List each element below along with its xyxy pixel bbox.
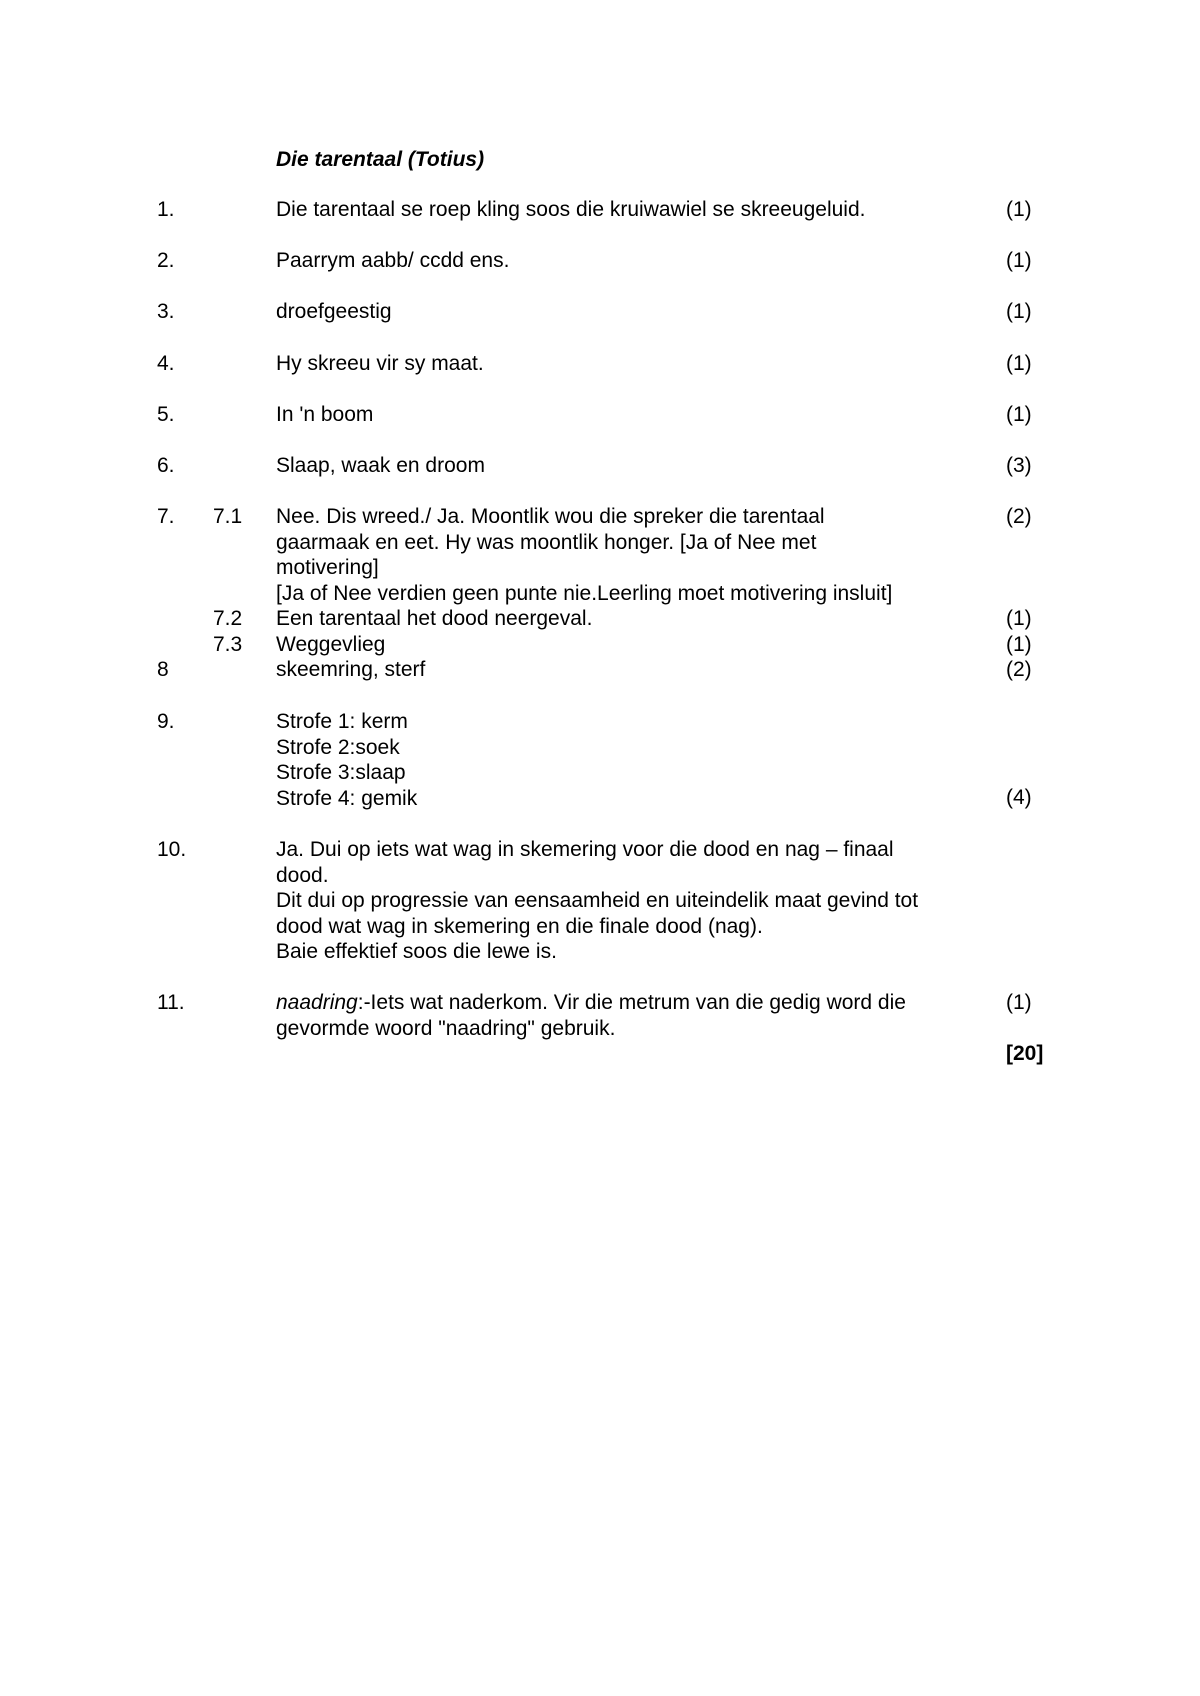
question-number: 5. [157, 403, 175, 426]
question-number: 3. [157, 300, 175, 323]
mark-allocation: (2) [1006, 658, 1032, 681]
total-marks: [20] [1006, 1042, 1044, 1065]
answer-line: motivering] [276, 556, 379, 579]
question-number: 1. [157, 198, 175, 221]
answer-text [276, 837, 966, 965]
answer-line: gevormde woord "naadring" gebruik. [276, 1016, 616, 1040]
answer-line [276, 990, 966, 1016]
mark-allocation: (1) [1006, 607, 1032, 630]
answer-line: Ja. Dui op iets wat wag in skemering voor die dood en nag – finaal [276, 838, 894, 861]
answer-text [276, 504, 966, 606]
mark-allocation: (1) [1006, 991, 1032, 1014]
italic-term: naadring [276, 991, 358, 1014]
mark-allocation: (1) [1006, 249, 1032, 272]
document-title: Die tarentaal (Totius) [276, 148, 485, 171]
answer-line: dood. [276, 863, 329, 887]
answer-line: droefgeestig [276, 300, 392, 323]
question-number: 6. [157, 454, 175, 477]
answer-line: gaarmaak en eet. Hy was moontlik honger. [Ja of Nee met [276, 530, 817, 554]
answer-text [276, 351, 966, 377]
question-number: 8 [157, 658, 169, 681]
answer-line: skeemring, sterf [276, 658, 426, 681]
answer-line: Strofe 4: gemik [276, 786, 418, 810]
answer-line: Baie effektief soos die lewe is. [276, 940, 557, 963]
answer-text [276, 299, 966, 325]
answer-text [276, 402, 966, 428]
answer-text [276, 197, 966, 223]
mark-allocation: (3) [1006, 454, 1032, 477]
answer-line: Die tarentaal se roep kling soos die kruiwawiel se skreeugeluid. [276, 198, 866, 221]
answer-text [276, 453, 966, 479]
answer-text [276, 632, 966, 658]
sub-question-number: 7.2 [213, 607, 243, 630]
question-number: 4. [157, 352, 175, 375]
answer-text [276, 709, 966, 811]
answer-line: Paarrym aabb/ ccdd ens. [276, 249, 510, 272]
mark-allocation: (1) [1006, 403, 1032, 426]
answer-text [276, 248, 966, 274]
answer-line: Een tarentaal het dood neergeval. [276, 607, 593, 630]
answer-line: Strofe 3:slaap [276, 761, 406, 784]
answer-line: Slaap, waak en droom [276, 454, 485, 477]
sub-question-number: 7.3 [213, 633, 243, 656]
answer-text [276, 990, 966, 1041]
answer-line: dood wat wag in skemering en die finale dood (nag). [276, 914, 763, 938]
question-number: 9. [157, 710, 175, 733]
answer-line: Strofe 1: kerm [276, 710, 408, 733]
question-number: 7. [157, 505, 175, 528]
answer-line-rest: :-Iets wat naderkom. Vir die metrum van die gedig word die [357, 991, 906, 1014]
mark-allocation: (1) [1006, 198, 1032, 221]
answer-line: Nee. Dis wreed./ Ja. Moontlik wou die spreker die tarentaal [276, 505, 825, 528]
mark-allocation: (2) [1006, 505, 1032, 528]
answer-text [276, 657, 966, 683]
answer-line: Dit dui op progressie van eensaamheid en uiteindelik maat gevind tot [276, 889, 919, 912]
mark-allocation: (4) [1006, 786, 1032, 809]
sub-question-number: 7.1 [213, 505, 243, 528]
answer-line: In 'n boom [276, 403, 374, 426]
question-number: 10. [157, 838, 187, 861]
answer-text [276, 606, 966, 632]
answer-line: Strofe 2:soek [276, 735, 400, 759]
mark-allocation: (1) [1006, 633, 1032, 656]
answer-line: Weggevlieg [276, 633, 386, 656]
question-number: 2. [157, 249, 175, 272]
answer-line: [Ja of Nee verdien geen punte nie.Leerling moet motivering insluit] [276, 581, 893, 605]
mark-allocation: (1) [1006, 352, 1032, 375]
question-number: 11. [157, 991, 185, 1014]
answer-line: Hy skreeu vir sy maat. [276, 352, 484, 375]
mark-allocation: (1) [1006, 300, 1032, 323]
